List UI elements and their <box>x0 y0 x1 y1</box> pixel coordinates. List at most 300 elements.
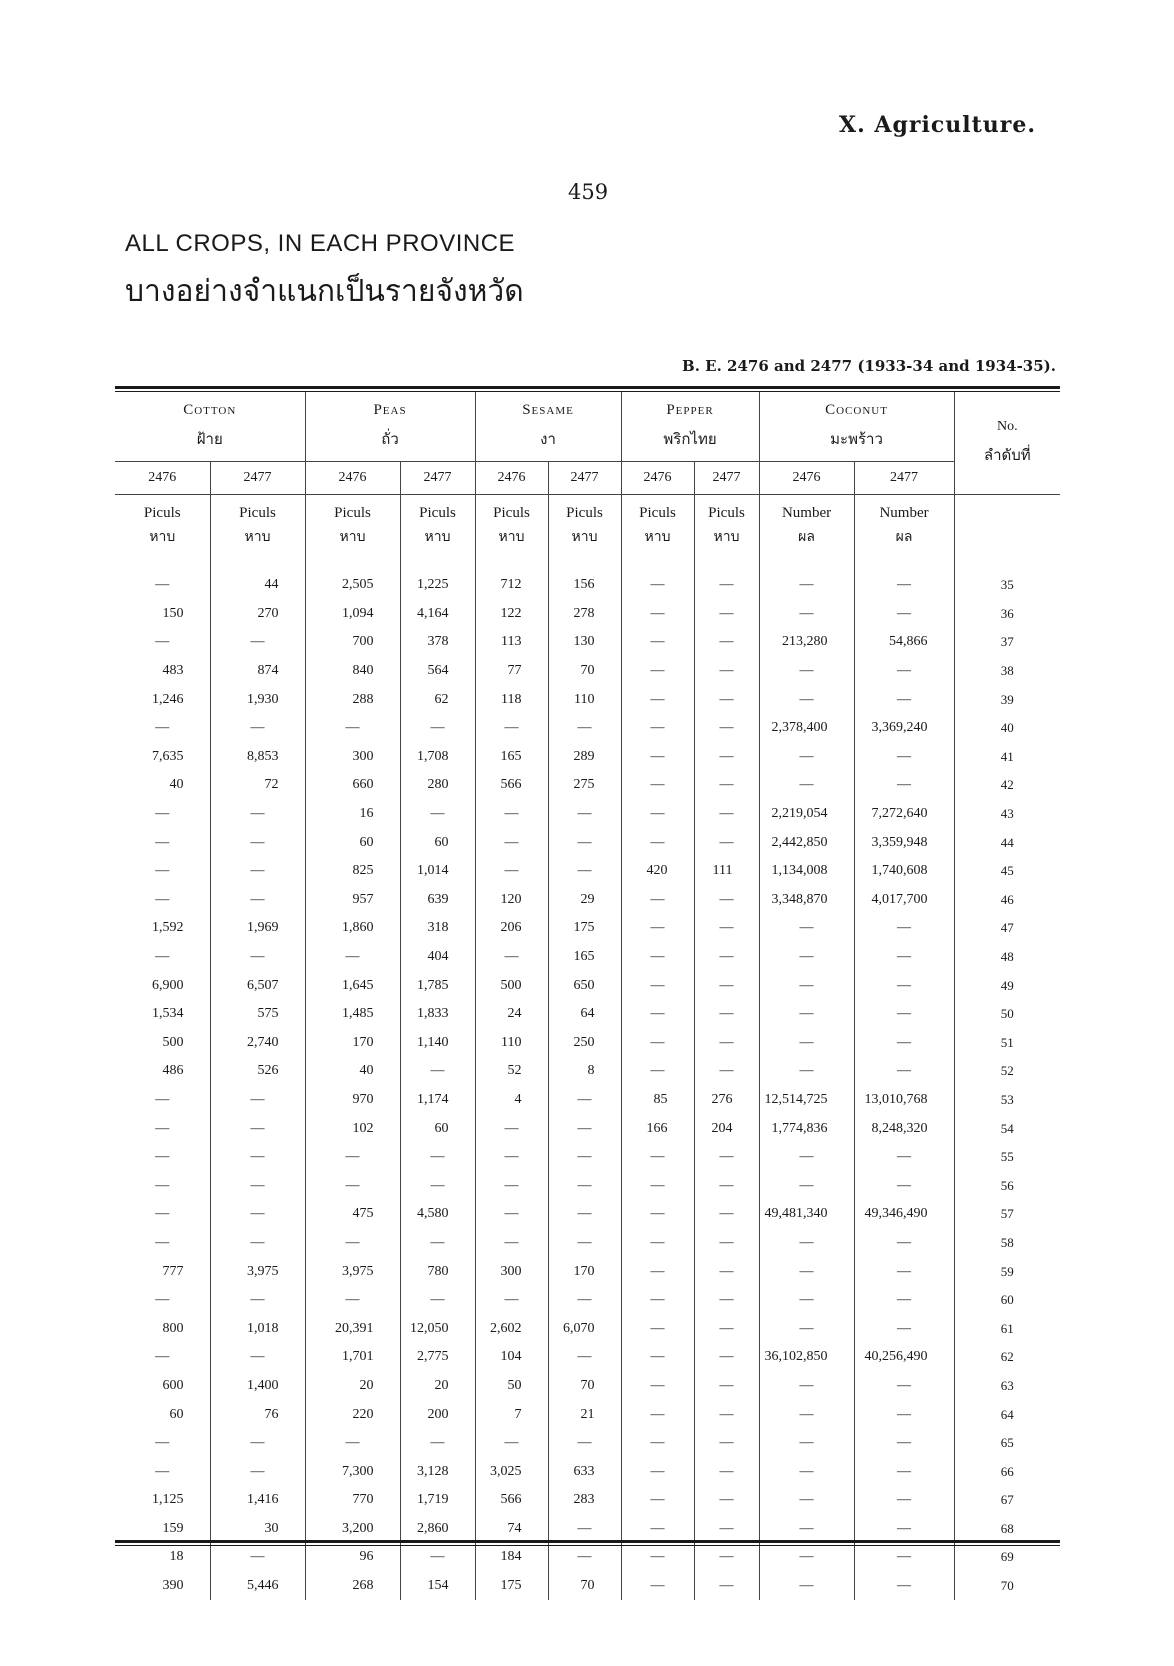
table-cell: — <box>621 1343 694 1372</box>
table-row <box>115 1457 1060 1486</box>
table-cell: 13,010,768 <box>854 1086 954 1115</box>
table-cell: — <box>475 800 548 829</box>
table-cell: — <box>854 1257 954 1286</box>
table-cell: — <box>548 1543 621 1572</box>
table-cell: — <box>854 685 954 714</box>
table-cell: — <box>621 771 694 800</box>
row-number: 36 <box>1000 605 1014 621</box>
table-cell: 20 <box>400 1372 475 1401</box>
table-cell: 3,975 <box>305 1257 400 1286</box>
table-cell: 170 <box>305 1029 400 1058</box>
year-header: 2477 <box>400 462 475 495</box>
table-cell: — <box>694 1343 759 1372</box>
row-number: 50 <box>1000 1006 1014 1022</box>
table-cell: 72 <box>210 771 305 800</box>
table-cell: 486 <box>115 1057 210 1086</box>
table-cell: 40 <box>115 771 210 800</box>
table-cell: — <box>115 1229 210 1258</box>
table-cell: — <box>854 1286 954 1315</box>
table-cell: 483 <box>115 657 210 686</box>
table-cell: 1,592 <box>115 914 210 943</box>
table-cell: — <box>475 1229 548 1258</box>
table-cell: 1,134,008 <box>759 857 854 886</box>
table-cell: — <box>621 1486 694 1515</box>
row-number: 59 <box>1000 1263 1014 1279</box>
table-cell: — <box>475 1286 548 1315</box>
table-cell: 777 <box>115 1257 210 1286</box>
table-row <box>115 685 1060 714</box>
table-cell: — <box>759 1057 854 1086</box>
table-cell: — <box>694 771 759 800</box>
table-cell: 1,785 <box>400 971 475 1000</box>
table-cell: 1,774,836 <box>759 1114 854 1143</box>
table-cell: 165 <box>548 943 621 972</box>
table-row <box>115 914 1060 943</box>
row-number: 44 <box>1000 834 1014 850</box>
table-cell: — <box>694 1229 759 1258</box>
table-cell: 639 <box>400 886 475 915</box>
table-cell: 18 <box>115 1543 210 1572</box>
table-cell: — <box>694 685 759 714</box>
bottom-rule <box>115 1540 1060 1543</box>
table-cell: 3,200 <box>305 1515 400 1544</box>
table-cell: 70 <box>548 1372 621 1401</box>
table-cell: — <box>621 828 694 857</box>
table-cell: 1,708 <box>400 743 475 772</box>
bottom-rule-thin <box>115 1545 1060 1546</box>
table-cell: — <box>621 971 694 1000</box>
table-cell: 275 <box>548 771 621 800</box>
unit-header: Piculs หาบ <box>621 495 694 558</box>
table-cell: 8 <box>548 1057 621 1086</box>
table-cell: — <box>854 571 954 600</box>
table-cell: 5,446 <box>210 1572 305 1601</box>
table-cell: — <box>475 1143 548 1172</box>
table-cell: 390 <box>115 1572 210 1601</box>
table-cell: — <box>694 914 759 943</box>
table-cell: 21 <box>548 1400 621 1429</box>
table-cell: — <box>759 1457 854 1486</box>
row-number: 40 <box>1000 720 1014 736</box>
table-cell: — <box>759 971 854 1000</box>
table-cell: — <box>548 1200 621 1229</box>
year-header: 2476 <box>759 462 854 495</box>
table-cell: 2,219,054 <box>759 800 854 829</box>
table-cell: 200 <box>400 1400 475 1429</box>
year-header: 2476 <box>475 462 548 495</box>
table-cell: — <box>548 857 621 886</box>
table-row <box>115 714 1060 743</box>
row-number: 62 <box>1000 1349 1014 1365</box>
table-cell: — <box>621 1543 694 1572</box>
table-cell: 2,442,850 <box>759 828 854 857</box>
table-cell: — <box>210 1086 305 1115</box>
row-number: 64 <box>1000 1406 1014 1422</box>
table-cell: — <box>759 1314 854 1343</box>
row-number: 68 <box>1000 1520 1014 1536</box>
table-cell: — <box>305 1286 400 1315</box>
header-coconut: Coconut มะพร้าว <box>759 392 954 462</box>
table-cell: 270 <box>210 600 305 629</box>
table-cell: — <box>400 1286 475 1315</box>
table-cell: — <box>854 771 954 800</box>
table-cell: — <box>621 628 694 657</box>
table-cell: 660 <box>305 771 400 800</box>
table-cell: 52 <box>475 1057 548 1086</box>
table-row <box>115 1029 1060 1058</box>
table-cell: 204 <box>694 1114 759 1143</box>
table-cell: — <box>694 1286 759 1315</box>
section-heading: X. Agriculture. <box>839 112 1036 138</box>
table-cell: 957 <box>305 886 400 915</box>
row-number: 38 <box>1000 663 1014 679</box>
table-cell: — <box>115 1200 210 1229</box>
table-cell: — <box>759 1000 854 1029</box>
table-cell: — <box>400 1429 475 1458</box>
table-cell: — <box>759 1372 854 1401</box>
table-cell: — <box>621 1029 694 1058</box>
table-cell: 70 <box>548 1572 621 1601</box>
table-cell: 1,645 <box>305 971 400 1000</box>
table-cell: — <box>854 1515 954 1544</box>
table-cell: 1,225 <box>400 571 475 600</box>
table-cell: 77 <box>475 657 548 686</box>
table-cell: 36,102,850 <box>759 1343 854 1372</box>
table-cell: — <box>621 1400 694 1429</box>
table-cell: — <box>548 1229 621 1258</box>
table-cell: 150 <box>115 600 210 629</box>
table-cell: — <box>854 943 954 972</box>
table-cell: — <box>115 800 210 829</box>
table-cell: — <box>694 1143 759 1172</box>
table-cell: 7,272,640 <box>854 800 954 829</box>
table-cell: 6,900 <box>115 971 210 1000</box>
table-cell: — <box>854 743 954 772</box>
table-cell: 220 <box>305 1400 400 1429</box>
table-cell: — <box>621 714 694 743</box>
table-row <box>115 1086 1060 1115</box>
table-cell: — <box>115 571 210 600</box>
table-row <box>115 1229 1060 1258</box>
table-cell: — <box>305 1143 400 1172</box>
table-cell: 8,853 <box>210 743 305 772</box>
table-cell: — <box>621 1286 694 1315</box>
table-cell: 283 <box>548 1486 621 1515</box>
table-cell: — <box>621 1229 694 1258</box>
table-cell: — <box>694 1314 759 1343</box>
table-cell: — <box>115 828 210 857</box>
table-cell: — <box>400 1543 475 1572</box>
table-cell: — <box>694 1457 759 1486</box>
table-cell: — <box>759 1543 854 1572</box>
table-cell: — <box>621 600 694 629</box>
table-cell: 600 <box>115 1372 210 1401</box>
table-row <box>115 1372 1060 1401</box>
row-number: 52 <box>1000 1063 1014 1079</box>
table-cell: — <box>759 743 854 772</box>
table-row <box>115 971 1060 1000</box>
table-cell: — <box>759 1572 854 1601</box>
table-cell: — <box>694 1429 759 1458</box>
table-cell: — <box>400 1171 475 1200</box>
table-cell: — <box>115 1143 210 1172</box>
table-cell: 8,248,320 <box>854 1114 954 1143</box>
table-cell: — <box>854 1543 954 1572</box>
table-cell: 500 <box>475 971 548 1000</box>
table-row <box>115 800 1060 829</box>
table-cell: 2,775 <box>400 1343 475 1372</box>
table-cell: — <box>210 800 305 829</box>
table-row <box>115 1000 1060 1029</box>
header-pepper: Pepper พริกไทย <box>621 392 759 462</box>
table-cell: — <box>759 657 854 686</box>
table-cell: 4,164 <box>400 600 475 629</box>
table-cell: 154 <box>400 1572 475 1601</box>
table-cell: 300 <box>475 1257 548 1286</box>
table-cell: — <box>694 1486 759 1515</box>
table-cell: — <box>475 857 548 886</box>
table-cell: 156 <box>548 571 621 600</box>
row-number: 54 <box>1000 1120 1014 1136</box>
table-cell: — <box>621 1257 694 1286</box>
table-cell: — <box>115 1457 210 1486</box>
table-cell: — <box>694 1257 759 1286</box>
table-cell: 780 <box>400 1257 475 1286</box>
table-cell: 1,969 <box>210 914 305 943</box>
table-cell: 110 <box>475 1029 548 1058</box>
table-cell: — <box>621 1429 694 1458</box>
table-cell: — <box>115 714 210 743</box>
table-cell: — <box>854 1229 954 1258</box>
table-cell: 1,094 <box>305 600 400 629</box>
table-cell: — <box>548 1114 621 1143</box>
table-cell: 12,050 <box>400 1314 475 1343</box>
table-cell: — <box>210 1171 305 1200</box>
table-cell: 1,125 <box>115 1486 210 1515</box>
table-cell: 40 <box>305 1057 400 1086</box>
table-row <box>115 1171 1060 1200</box>
table-cell: — <box>621 1457 694 1486</box>
table-cell: — <box>115 1343 210 1372</box>
table-cell: — <box>854 1457 954 1486</box>
table-cell: 800 <box>115 1314 210 1343</box>
table-cell: 420 <box>621 857 694 886</box>
table-cell: 6,070 <box>548 1314 621 1343</box>
table-cell: 1,018 <box>210 1314 305 1343</box>
table-cell: — <box>759 600 854 629</box>
table-cell: 60 <box>400 828 475 857</box>
table-cell: 70 <box>548 657 621 686</box>
table-row <box>115 657 1060 686</box>
table-cell: — <box>854 914 954 943</box>
row-number: 69 <box>1000 1549 1014 1565</box>
table-cell: 7,635 <box>115 743 210 772</box>
table-cell: 874 <box>210 657 305 686</box>
table-cell: 184 <box>475 1543 548 1572</box>
table-row <box>115 743 1060 772</box>
table-cell: 1,740,608 <box>854 857 954 886</box>
table-cell: — <box>759 1229 854 1258</box>
table-cell: — <box>210 714 305 743</box>
row-number: 51 <box>1000 1034 1014 1050</box>
table-cell: — <box>854 1057 954 1086</box>
row-number: 46 <box>1000 891 1014 907</box>
table-cell: — <box>621 800 694 829</box>
table-cell: 64 <box>548 1000 621 1029</box>
table-cell: — <box>854 971 954 1000</box>
table-cell: — <box>694 943 759 972</box>
table-cell: — <box>621 1572 694 1601</box>
table-cell: 1,400 <box>210 1372 305 1401</box>
table-cell: — <box>210 943 305 972</box>
table-cell: — <box>759 1171 854 1200</box>
top-rule <box>115 386 1060 389</box>
table-cell: — <box>210 1429 305 1458</box>
table-cell: 96 <box>305 1543 400 1572</box>
table-row <box>115 1200 1060 1229</box>
table-cell: — <box>694 1543 759 1572</box>
row-number: 35 <box>1000 577 1014 593</box>
table-cell: 2,602 <box>475 1314 548 1343</box>
table-row <box>115 1057 1060 1086</box>
table-cell: 1,140 <box>400 1029 475 1058</box>
table-cell: — <box>548 1515 621 1544</box>
table-cell: — <box>694 1200 759 1229</box>
page-title: ALL CROPS, IN EACH PROVINCE <box>125 230 516 257</box>
unit-header: Piculs หาบ <box>475 495 548 558</box>
table-row <box>115 943 1060 972</box>
table-row <box>115 1515 1060 1544</box>
table-cell: — <box>694 714 759 743</box>
table-cell: — <box>548 1086 621 1115</box>
table-cell: — <box>621 1171 694 1200</box>
table-cell: — <box>400 1143 475 1172</box>
table-cell: 159 <box>115 1515 210 1544</box>
row-number: 55 <box>1000 1149 1014 1165</box>
table-cell: — <box>694 1572 759 1601</box>
unit-header: Piculs หาบ <box>694 495 759 558</box>
table-cell: — <box>759 1029 854 1058</box>
table-cell: 1,701 <box>305 1343 400 1372</box>
table-cell: — <box>854 600 954 629</box>
table-cell: 280 <box>400 771 475 800</box>
table-cell: 1,860 <box>305 914 400 943</box>
row-number: 58 <box>1000 1234 1014 1250</box>
table-cell: 475 <box>305 1200 400 1229</box>
table-cell: — <box>115 1429 210 1458</box>
row-number: 70 <box>1000 1578 1014 1594</box>
unit-header: Piculs หาบ <box>400 495 475 558</box>
table-cell: 60 <box>115 1400 210 1429</box>
row-number: 67 <box>1000 1492 1014 1508</box>
table-cell: 268 <box>305 1572 400 1601</box>
table-cell: — <box>621 1372 694 1401</box>
table-row <box>115 1257 1060 1286</box>
table-cell: — <box>759 943 854 972</box>
table-cell: 4 <box>475 1086 548 1115</box>
table-row <box>115 571 1060 600</box>
table-cell: — <box>694 657 759 686</box>
table-cell: — <box>210 1229 305 1258</box>
table-cell: — <box>854 1143 954 1172</box>
year-header: 2477 <box>694 462 759 495</box>
table-cell: 2,740 <box>210 1029 305 1058</box>
table-row <box>115 1400 1060 1429</box>
unit-header: Piculs หาบ <box>115 495 210 558</box>
table-cell: — <box>621 1057 694 1086</box>
table-cell: — <box>694 828 759 857</box>
table-cell: — <box>854 1171 954 1200</box>
table-cell: — <box>759 1257 854 1286</box>
year-header: 2477 <box>854 462 954 495</box>
table-cell: 2,378,400 <box>759 714 854 743</box>
table-cell: 1,485 <box>305 1000 400 1029</box>
table-cell: — <box>854 1486 954 1515</box>
table-row <box>115 1114 1060 1143</box>
table-cell: 500 <box>115 1029 210 1058</box>
header-peas: Peas ถั่ว <box>305 392 475 462</box>
table-cell: — <box>305 943 400 972</box>
table-cell: — <box>854 1429 954 1458</box>
table-cell: 1,719 <box>400 1486 475 1515</box>
table-cell: — <box>475 714 548 743</box>
table-cell: — <box>548 714 621 743</box>
table-cell: 575 <box>210 1000 305 1029</box>
year-header: 2476 <box>621 462 694 495</box>
table-cell: 20 <box>305 1372 400 1401</box>
table-cell: 85 <box>621 1086 694 1115</box>
table-cell: — <box>759 914 854 943</box>
table-cell: — <box>210 1286 305 1315</box>
table-cell: 7 <box>475 1400 548 1429</box>
table-cell: 175 <box>548 914 621 943</box>
table-cell: — <box>210 1343 305 1372</box>
table-cell: 526 <box>210 1057 305 1086</box>
table-cell: 1,833 <box>400 1000 475 1029</box>
table-cell: — <box>115 1171 210 1200</box>
table-cell: 166 <box>621 1114 694 1143</box>
table-row <box>115 1486 1060 1515</box>
table-cell: 566 <box>475 1486 548 1515</box>
table-cell: 49,346,490 <box>854 1200 954 1229</box>
row-number: 60 <box>1000 1292 1014 1308</box>
table-cell: — <box>210 1543 305 1572</box>
table-row <box>115 1543 1060 1572</box>
table-cell: — <box>305 1229 400 1258</box>
table-cell: 378 <box>400 628 475 657</box>
page-number: 459 <box>568 180 609 204</box>
table-cell: — <box>115 1086 210 1115</box>
table-cell: 1,174 <box>400 1086 475 1115</box>
table-cell: 16 <box>305 800 400 829</box>
row-number: 63 <box>1000 1377 1014 1393</box>
table-cell: 130 <box>548 628 621 657</box>
table-cell: 700 <box>305 628 400 657</box>
table-cell: 3,025 <box>475 1457 548 1486</box>
table-cell: — <box>621 1143 694 1172</box>
row-number: 41 <box>1000 748 1014 764</box>
table-cell: 24 <box>475 1000 548 1029</box>
table-cell: 3,359,948 <box>854 828 954 857</box>
table-cell: — <box>115 886 210 915</box>
table-cell: 825 <box>305 857 400 886</box>
table-cell: 3,348,870 <box>759 886 854 915</box>
table-cell: 206 <box>475 914 548 943</box>
table-cell: — <box>210 828 305 857</box>
row-number: 43 <box>1000 806 1014 822</box>
table-cell: — <box>621 1314 694 1343</box>
table-cell: — <box>854 657 954 686</box>
